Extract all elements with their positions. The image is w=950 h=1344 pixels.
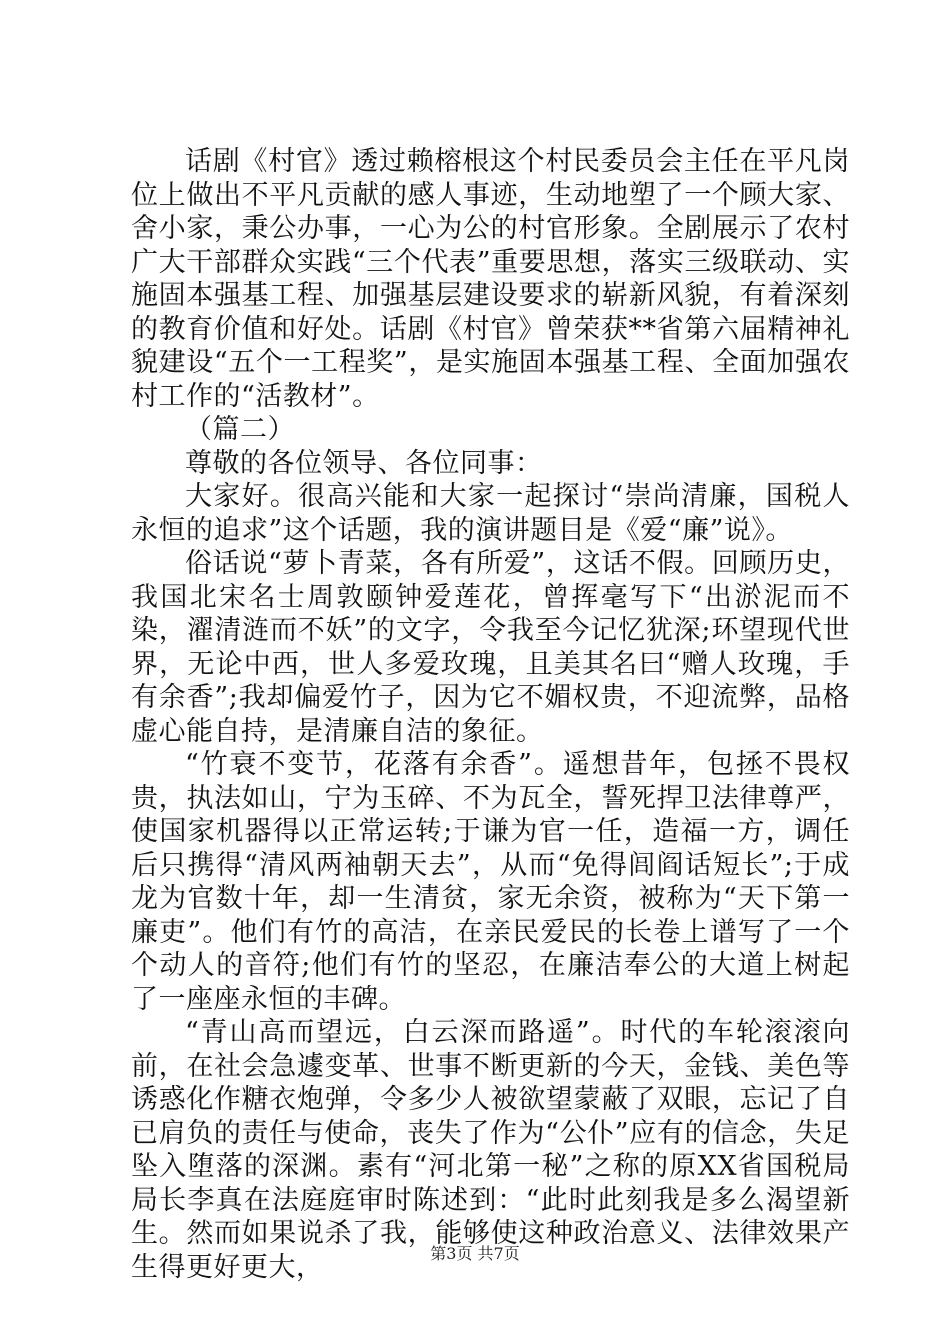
paragraph-village-official-drama: 话剧《村官》透过赖榕根这个村民委员会主任在平凡岗位上做出不平凡贡献的感人事迹，生动地塑了一个顾大家、舍小家，秉公办事，一心为公的村官形象。全剧展示了农村广大干部群众实践“三个代表”重要思想，落实三级联动、实施固本强基工程、加强基层建设要求的崭新风貌，有着深刻的教育价值和好处。话剧《村官》曾荣获**省第六届精神礼貌建设“五个一工程奖”，是实施固本强基工程、全面加强农村工作的“活教材”。 (131, 146, 850, 412)
page-number-footer: 第3页 共7页 (430, 1244, 520, 1263)
paragraph-modern-temptations: “青山高而望远，白云深而路遥”。时代的车轮滚滚向前，在社会急遽变革、世事不断更新的今天，金钱、美色等诱惑化作糖衣炮弹，令多少人被欲望蒙蔽了双眼，忘记了自已肩负的责任与使命，丧失了作为“公仆”应有的信念，失足坠入堕落的深渊。素有“河北第一秘”之称的原XX省国税局局长李真在法庭庭审时陈述到：“此时此刻我是多么渴望新生。然而如果说杀了我，能够使这种政治意义、法律效果产生得更好更大， (131, 1017, 850, 1283)
paragraph-historical-officials: “竹衰不变节，花落有余香”。遥想昔年，包拯不畏权贵，执法如山，宁为玉碎、不为瓦全，誓死捍卫法律尊严，使国家机器得以正常运转;于谦为官一任，造福一方，调任后只携得“清风两袖朝天去”，从而“免得闾阎话短长”;于成龙为官数十年，却一生清贫，家无余资，被称为“天下第一廉吏”。他们有竹的高洁，在亲民爱民的长卷上谱写了一个个动人的音符;他们有竹的坚忍，在廉洁奉公的大道上树起了一座座永恒的丰碑。 (131, 749, 850, 1015)
paragraph-greeting: 大家好。很高兴能和大家一起探讨“崇尚清廉，国税人永恒的追求”这个话题，我的演讲题目是《爱“廉”说》。 (131, 481, 850, 546)
salutation: 尊敬的各位领导、各位同事： (185, 447, 543, 479)
paragraph-bamboo-preference: 俗话说“萝卜青菜，各有所爱”，这话不假。回顾历史，我国北宋名士周敦颐钟爱莲花，曾挥毫写下“出淤泥而不染，濯清涟而不妖”的文字，令我至今记忆犹深;环望现代世界，无论中西，世人多爱玫瑰，且美其名曰“赠人玫瑰，手有余香”;我却偏爱竹子，因为它不媚权贵，不迎流弊，品格虚心能自持，是清廉自洁的象征。 (131, 548, 850, 747)
section-heading-part-two: （篇二） (185, 414, 295, 445)
document-body (131, 145, 850, 1284)
